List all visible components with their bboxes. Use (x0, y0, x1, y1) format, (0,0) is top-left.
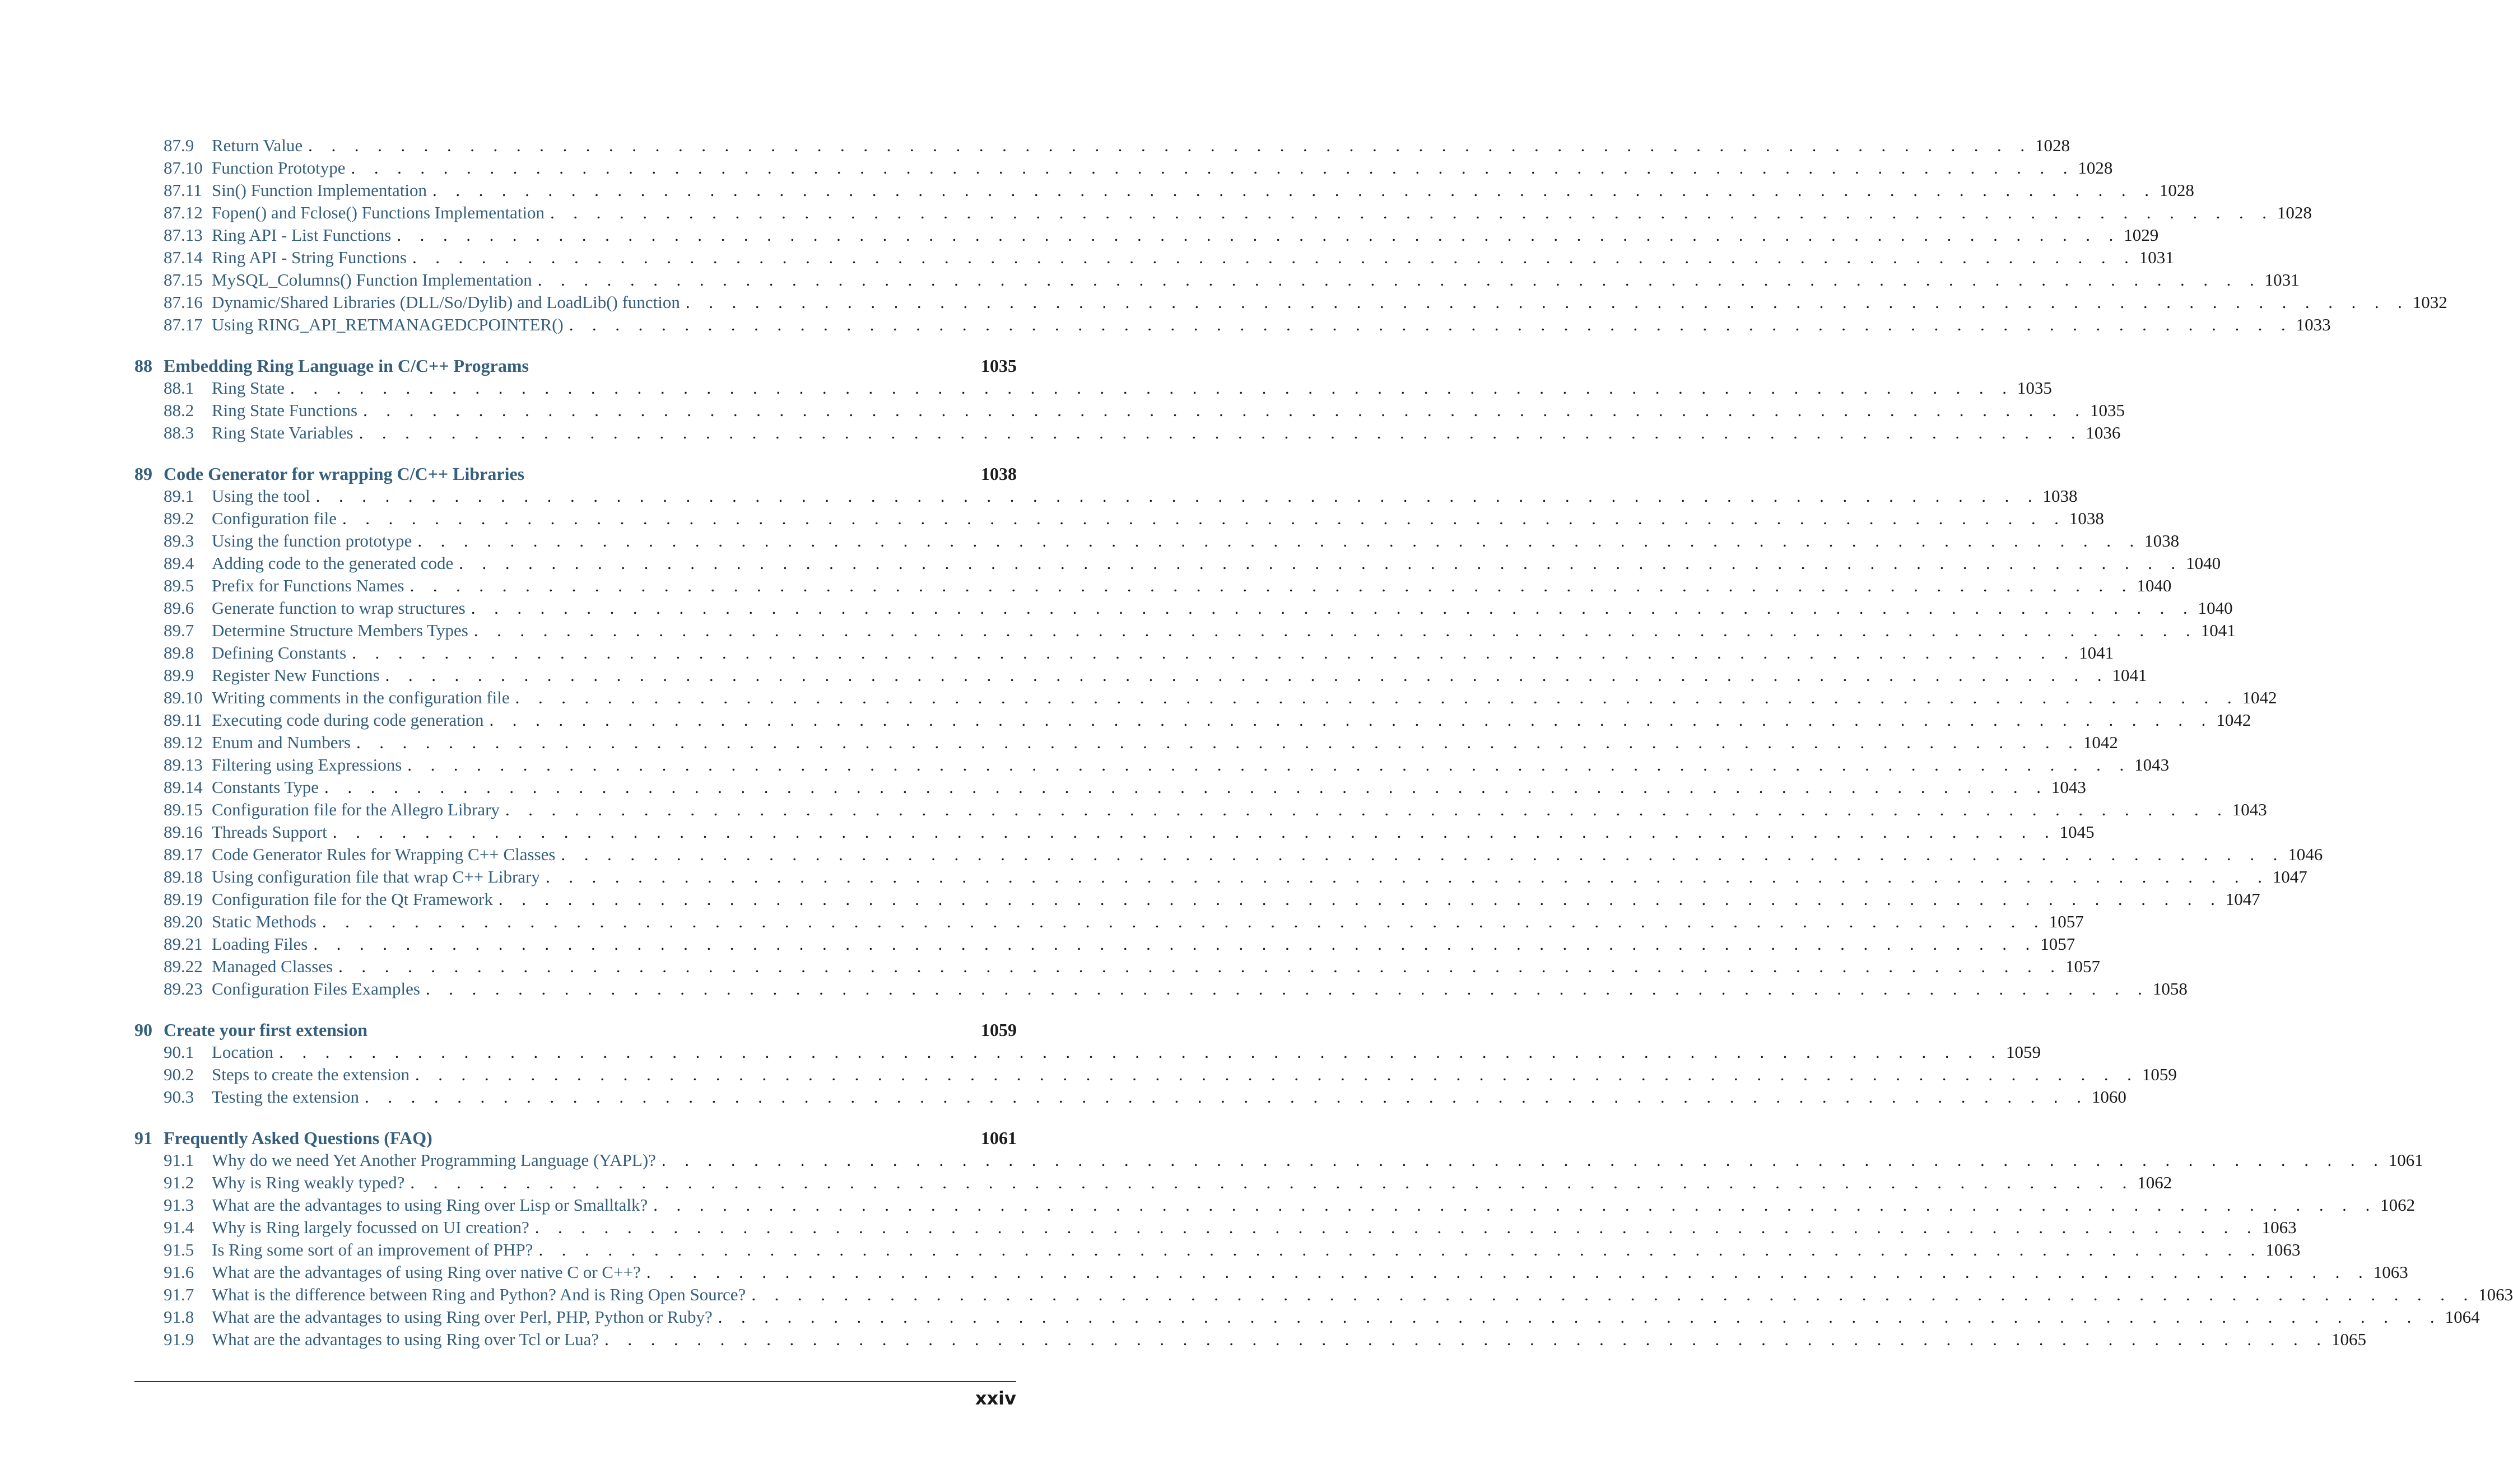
section-page-number: 1057 (2065, 956, 2100, 976)
section-page-number: 1043 (2232, 800, 2267, 819)
section-page-number: 1065 (2331, 1329, 2366, 1349)
section-title: Using the function prototype (212, 531, 412, 550)
section-title: Why do we need Yet Another Programming Language (YAPL)? (212, 1150, 656, 1170)
section-title: What are the advantages to using Ring over Tcl or Lua? (212, 1329, 599, 1349)
chapter-number: 91 (134, 1128, 152, 1148)
section-number: 89.7 (164, 620, 194, 640)
section-number: 89.19 (164, 889, 203, 909)
section-number: 89.12 (164, 732, 203, 752)
toc-section-link[interactable] (134, 1284, 2513, 1306)
section-number: 87.17 (164, 315, 203, 334)
section-number: 88.1 (164, 378, 194, 398)
toc-section-link[interactable] (134, 754, 2170, 776)
section-page-number: 1031 (2139, 248, 2174, 267)
chapter-title: Frequently Asked Questions (FAQ) (164, 1128, 432, 1148)
chapter-title: Embedding Ring Language in C/C++ Programs (164, 356, 529, 376)
section-number: 91.1 (164, 1150, 194, 1170)
dot-leader: . . . . . . . . . . . . . . . . . . . . . . . . . . . . . . . . . . . . . . . . . . . . . . . . . . . . . . . . . . . . . . . . . . . . . . . . . . . (324, 777, 2048, 797)
dot-leader: . . . . . . . . . . . . . . . . . . . . . . . . . . . . . . . . . . . . . . . . . . . . . . . . . . . . . . . . . . . . . . . . . . . . . . . . . . . (561, 844, 2285, 864)
dot-leader: . . . . . . . . . . . . . . . . . . . . . . . . . . . . . . . . . . . . . . . . . . . . . . . . . . . . . . . . . . . . . . . . . . . . . . . . . . . (425, 979, 2149, 998)
toc-section-link[interactable] (134, 1261, 2408, 1284)
toc-section-link[interactable] (134, 597, 2233, 619)
dot-leader: . . . . . . . . . . . . . . . . . . . . . . . . . . . . . . . . . . . . . . . . . . . . . . . . . . . . . . . . . . . . . . . . . . . . . . . . . . . (538, 1240, 2263, 1259)
section-page-number: 1033 (2296, 315, 2331, 334)
dot-leader: . . . . . . . . . . . . . . . . . . . . . . . . . . . . . . . . . . . . . . . . . . . . . . . . . . . . . . . . . . . . . . . . . . . . . . . . . . . (313, 934, 2037, 954)
toc-section-link[interactable] (134, 552, 2221, 575)
section-number: 89.20 (164, 912, 203, 931)
chapter-page-number: 1061 (981, 1128, 1017, 1148)
section-number: 87.11 (164, 180, 202, 200)
section-number: 91.6 (164, 1262, 194, 1282)
section-number: 87.9 (164, 136, 194, 155)
section-number: 89.23 (164, 979, 203, 998)
dot-leader: . . . . . . . . . . . . . . . . . . . . . . . . . . . . . . . . . . . . . . . . . . . . . . . . . . . . . . . . . . . . . . . . . . . . . . . . . . . (417, 531, 2142, 550)
section-number: 89.9 (164, 665, 194, 685)
dot-leader: . . . . . . . . . . . . . . . . . . . . . . . . . . . . . . . . . . . . . . . . . . . . . . . . . . . . . . . . . . . . . . . . . . . . . . . . . . . (315, 486, 2040, 506)
section-title: Ring API - String Functions (212, 248, 407, 267)
dot-leader: . . . . . . . . . . . . . . . . . . . . . . . . . . . . . . . . . . . . . . . . . . . . . . . . . . . . . . . . . . . . . . . . . . . . . . . . . . . (412, 248, 2136, 267)
section-title: Why is Ring weakly typed? (212, 1173, 405, 1192)
toc-section-link[interactable] (134, 246, 2174, 269)
chapter-page-number: 1059 (981, 1020, 1017, 1040)
section-title: Using configuration file that wrap C++ Library (212, 867, 540, 886)
section-page-number: 1063 (2261, 1217, 2297, 1237)
section-number: 89.18 (164, 867, 203, 886)
section-title: Ring API - List Functions (212, 225, 392, 245)
section-page-number: 1047 (2272, 867, 2307, 886)
toc-section-link[interactable] (134, 911, 2084, 933)
toc-section-link[interactable] (134, 888, 2260, 911)
section-number: 89.6 (164, 598, 194, 618)
section-page-number: 1041 (2079, 643, 2114, 662)
section-page-number: 1031 (2264, 270, 2300, 290)
section-page-number: 1064 (2445, 1307, 2480, 1327)
section-title: Ring State (212, 378, 285, 398)
section-number: 91.8 (164, 1307, 194, 1327)
section-number: 89.16 (164, 822, 203, 842)
section-title: Ring State Variables (212, 423, 353, 442)
section-page-number: 1047 (2225, 889, 2260, 909)
section-number: 89.1 (164, 486, 194, 506)
toc-section-link[interactable] (134, 866, 2307, 888)
dot-leader: . . . . . . . . . . . . . . . . . . . . . . . . . . . . . . . . . . . . . . . . . . . . . . . . . . . . . . . . . . . . . . . . . . . . . . . . . . . (489, 710, 2213, 730)
section-number: 89.3 (164, 531, 194, 550)
section-title: Register New Functions (212, 665, 380, 685)
dot-leader: . . . . . . . . . . . . . . . . . . . . . . . . . . . . . . . . . . . . . . . . . . . . . . . . . . . . . . . . . . . . . . . . . . . . . . . . . . . (685, 292, 2409, 312)
toc-section-link[interactable] (134, 619, 2236, 642)
section-page-number: 1057 (2040, 934, 2075, 954)
dot-leader: . . . . . . . . . . . . . . . . . . . . . . . . . . . . . . . . . . . . . . . . . . . . . . . . . . . . . . . . . . . . . . . . . . . . . . . . . . . (352, 643, 2076, 662)
toc-section-link[interactable] (134, 843, 2323, 866)
section-number: 90.2 (164, 1065, 194, 1084)
section-page-number: 1028 (2277, 203, 2312, 222)
dot-leader: . . . . . . . . . . . . . . . . . . . . . . . . . . . . . . . . . . . . . . . . . . . . . . . . . . . . . . . . . . . . . . . . . . . . . . . . . . . (415, 1065, 2139, 1084)
chapter-title: Code Generator for wrapping C/C++ Libraries (164, 464, 525, 484)
dot-leader: . . . . . . . . . . . . . . . . . . . . . . . . . . . . . . . . . . . . . . . . . . . . . . . . . . . . . . . . . . . . . . . . . . . . . . . . . . . (471, 598, 2195, 618)
dot-leader: . . . . . . . . . . . . . . . . . . . . . . . . . . . . . . . . . . . . . . . . . . . . . . . . . . . . . . . . . . . . . . . . . . . . . . . . . . . (718, 1307, 2442, 1327)
section-page-number: 1038 (2144, 531, 2180, 550)
section-page-number: 1042 (2242, 688, 2277, 707)
section-title: Steps to create the extension (212, 1065, 409, 1084)
section-title: Function Prototype (212, 158, 346, 178)
dot-leader: . . . . . . . . . . . . . . . . . . . . . . . . . . . . . . . . . . . . . . . . . . . . . . . . . . . . . . . . . . . . . . . . . . . . . . . . . . . (342, 508, 2066, 528)
section-number: 90.1 (164, 1042, 194, 1062)
section-page-number: 1043 (2134, 755, 2170, 774)
toc-section-link[interactable] (134, 377, 2052, 399)
toc-section-link[interactable] (134, 1239, 2301, 1261)
section-title: Ring State Functions (212, 400, 358, 420)
section-page-number: 1028 (2078, 158, 2113, 178)
section-title: Executing code during code generation (212, 710, 484, 730)
chapter-heading-link[interactable] (134, 1019, 1025, 1041)
dot-leader: . . . . . . . . . . . . . . . . . . . . . . . . . . . . . . . . . . . . . . . . . . . . . . . . . . . . . . . . . . . . . . . . . . . . . . . . . . . (279, 1042, 2003, 1062)
section-title: Why is Ring largely focussed on UI creation? (212, 1217, 529, 1237)
dot-leader: . . . . . . . . . . . . . . . . . . . . . . . . . . . . . . . . . . . . . . . . . . . . . . . . . . . . . . . . . . . . . . . . . . . . . . . . . . . (432, 180, 2156, 200)
section-number: 89.15 (164, 800, 203, 819)
section-page-number: 1035 (2017, 378, 2052, 398)
dot-leader: . . . . . . . . . . . . . . . . . . . . . . . . . . . . . . . . . . . . . . . . . . . . . . . . . . . . . . . . . . . . . . . . . . . . . . . . . . . (569, 315, 2293, 334)
section-page-number: 1061 (2388, 1150, 2423, 1170)
section-page-number: 1062 (2137, 1173, 2172, 1192)
toc-section-link[interactable] (134, 530, 2180, 552)
dot-leader: . . . . . . . . . . . . . . . . . . . . . . . . . . . . . . . . . . . . . . . . . . . . . . . . . . . . . . . . . . . . . . . . . . . . . . . . . . . (385, 665, 2109, 685)
toc-section-link[interactable] (134, 422, 2121, 444)
section-page-number: 1028 (2159, 180, 2194, 200)
section-title: Managed Classes (212, 956, 333, 976)
toc-section-link[interactable] (134, 1216, 2297, 1239)
section-number: 91.4 (164, 1217, 194, 1237)
section-number: 89.14 (164, 777, 203, 797)
dot-leader: . . . . . . . . . . . . . . . . . . . . . . . . . . . . . . . . . . . . . . . . . . . . . . . . . . . . . . . . . . . . . . . . . . . . . . . . . . . (534, 1217, 2259, 1237)
section-page-number: 1045 (2059, 822, 2095, 842)
section-title: Dynamic/Shared Libraries (DLL/So/Dylib) and LoadLib() function (212, 292, 680, 312)
section-page-number: 1032 (2412, 292, 2447, 312)
dot-leader: . . . . . . . . . . . . . . . . . . . . . . . . . . . . . . . . . . . . . . . . . . . . . . . . . . . . . . . . . . . . . . . . . . . . . . . . . . . (332, 822, 2056, 842)
section-number: 89.13 (164, 755, 203, 774)
dot-leader: . . . . . . . . . . . . . . . . . . . . . . . . . . . . . . . . . . . . . . . . . . . . . . . . . . . . . . . . . . . . . . . . . . . . . . . . . . . (363, 400, 2087, 420)
chapter-number: 88 (134, 356, 152, 376)
section-page-number: 1043 (2051, 777, 2086, 797)
section-number: 90.3 (164, 1087, 194, 1107)
dot-leader: . . . . . . . . . . . . . . . . . . . . . . . . . . . . . . . . . . . . . . . . . . . . . . . . . . . . . . . . . . . . . . . . . . . . . . . . . . . (356, 732, 2080, 752)
section-title: Static Methods (212, 912, 317, 931)
section-title: Sin() Function Implementation (212, 180, 427, 200)
chapter-title: Create your first extension (164, 1020, 368, 1040)
dot-leader: . . . . . . . . . . . . . . . . . . . . . . . . . . . . . . . . . . . . . . . . . . . . . . . . . . . . . . . . . . . . . . . . . . . . . . . . . . . (322, 912, 2046, 931)
dot-leader: . . . . . . . . . . . . . . . . . . . . . . . . . . . . . . . . . . . . . . . . . . . . . . . . . . . . . . . . . . . . . . . . . . . . . . . . . . . (459, 553, 2183, 573)
section-page-number: 1035 (2089, 400, 2125, 420)
chapter-page-number: 1035 (981, 356, 1017, 376)
dot-leader: . . . . . . . . . . . . . . . . . . . . . . . . . . . . . . . . . . . . . . . . . . . . . . . . . . . . . . . . . . . . . . . . . . . . . . . . . . . (351, 158, 2075, 178)
section-title: Configuration Files Examples (212, 979, 420, 998)
section-title: Writing comments in the configuration file (212, 688, 510, 707)
dot-leader: . . . . . . . . . . . . . . . . . . . . . . . . . . . . . . . . . . . . . . . . . . . . . . . . . . . . . . . . . . . . . . . . . . . . . . . . . . . (407, 755, 2132, 774)
section-page-number: 1040 (2198, 598, 2233, 618)
dot-leader: . . . . . . . . . . . . . . . . . . . . . . . . . . . . . . . . . . . . . . . . . . . . . . . . . . . . . . . . . . . . . . . . . . . . . . . . . . . (751, 1285, 2475, 1304)
toc-section-link[interactable] (134, 224, 2159, 246)
section-page-number: 1038 (2042, 486, 2078, 506)
section-number: 91.9 (164, 1329, 194, 1349)
toc-section-link[interactable] (134, 709, 2251, 731)
toc-section-link[interactable] (134, 157, 2113, 179)
toc-section-link[interactable] (134, 485, 2078, 507)
section-page-number: 1059 (2006, 1042, 2041, 1062)
dot-leader: . . . . . . . . . . . . . . . . . . . . . . . . . . . . . . . . . . . . . . . . . . . . . . . . . . . . . . . . . . . . . . . . . . . . . . . . . . . (537, 270, 2261, 290)
section-number: 89.17 (164, 844, 203, 864)
section-title: Location (212, 1042, 274, 1062)
section-number: 91.5 (164, 1240, 194, 1259)
toc-section-link[interactable] (134, 799, 2267, 821)
section-title: Fopen() and Fclose() Functions Implementation (212, 203, 545, 222)
section-number: 87.12 (164, 203, 203, 222)
section-page-number: 1063 (2265, 1240, 2301, 1259)
section-number: 89.21 (164, 934, 203, 954)
section-number: 89.11 (164, 710, 202, 730)
section-page-number: 1041 (2200, 620, 2236, 640)
section-number: 89.2 (164, 508, 194, 528)
section-title: Code Generator Rules for Wrapping C++ Classes (212, 844, 556, 864)
section-title: Is Ring some sort of an improvement of PHP? (212, 1240, 533, 1259)
section-title: Prefix for Functions Names (212, 576, 404, 595)
footer-divider (134, 1381, 1016, 1382)
section-page-number: 1042 (2083, 732, 2118, 752)
section-title: Configuration file for the Qt Framework (212, 889, 493, 909)
section-page-number: 1038 (2069, 508, 2104, 528)
section-title: Configuration file for the Allegro Library (212, 800, 500, 819)
section-title: Constants Type (212, 777, 319, 797)
section-number: 87.14 (164, 248, 203, 267)
dot-leader: . . . . . . . . . . . . . . . . . . . . . . . . . . . . . . . . . . . . . . . . . . . . . . . . . . . . . . . . . . . . . . . . . . . . . . . . . . . (338, 956, 2062, 976)
section-number: 91.3 (164, 1195, 194, 1215)
section-number: 89.5 (164, 576, 194, 595)
toc-section-link[interactable] (134, 731, 2118, 754)
section-page-number: 1029 (2124, 225, 2159, 245)
dot-leader: . . . . . . . . . . . . . . . . . . . . . . . . . . . . . . . . . . . . . . . . . . . . . . . . . . . . . . . . . . . . . . . . . . . . . . . . . . . (409, 576, 2134, 595)
section-title: Enum and Numbers (212, 732, 351, 752)
section-number: 87.13 (164, 225, 203, 245)
toc-section-link[interactable] (134, 269, 2300, 291)
toc-section-link[interactable] (134, 1149, 2423, 1172)
dot-leader: . . . . . . . . . . . . . . . . . . . . . . . . . . . . . . . . . . . . . . . . . . . . . . . . . . . . . . . . . . . . . . . . . . . . . . . . . . . (365, 1087, 2088, 1107)
dot-leader: . . . . . . . . . . . . . . . . . . . . . . . . . . . . . . . . . . . . . . . . . . . . . . . . . . . . . . . . . . . . . . . . . . . . . . . . . . . (359, 423, 2083, 442)
section-page-number: 1041 (2112, 665, 2147, 685)
section-number: 87.16 (164, 292, 203, 312)
dot-leader: . . . . . . . . . . . . . . . . . . . . . . . . . . . . . . . . . . . . . . . . . . . . . . . . . . . . . . . . . . . . . . . . . . . . . . . . . . . (308, 136, 2032, 155)
section-title: Filtering using Expressions (212, 755, 402, 774)
dot-leader: . . . . . . . . . . . . . . . . . . . . . . . . . . . . . . . . . . . . . . . . . . . . . . . . . . . . . . . . . . . . . . . . . . . . . . . . . . . (653, 1195, 2377, 1215)
toc-section-link[interactable] (134, 202, 2312, 224)
toc-section-link[interactable] (134, 776, 2086, 799)
dot-leader: . . . . . . . . . . . . . . . . . . . . . . . . . . . . . . . . . . . . . . . . . . . . . . . . . . . . . . . . . . . . . . . . . . . . . . . . . . . (505, 800, 2229, 819)
section-title: Loading Files (212, 934, 308, 954)
dot-leader: . . . . . . . . . . . . . . . . . . . . . . . . . . . . . . . . . . . . . . . . . . . . . . . . . . . . . . . . . . . . . . . . . . . . . . . . . . . (550, 203, 2274, 222)
dot-leader: . . . . . . . . . . . . . . . . . . . . . . . . . . . . . . . . . . . . . . . . . . . . . . . . . . . . . . . . . . . . . . . . . . . . . . . . . . . (473, 620, 2198, 640)
chapter-heading-link[interactable] (134, 463, 1025, 485)
toc-section-link[interactable] (134, 1063, 2177, 1086)
dot-leader: . . . . . . . . . . . . . . . . . . . . . . . . . . . . . . . . . . . . . . . . . . . . . . . . . . . . . . . . . . . . . . . . . . . . . . . . . . . (410, 1173, 2134, 1192)
section-number: 89.8 (164, 643, 194, 662)
chapter-number: 89 (134, 464, 152, 484)
section-number: 89.4 (164, 553, 194, 573)
section-title: What is the difference between Ring and Python? And is Ring Open Source? (212, 1285, 746, 1304)
section-title: Configuration file (212, 508, 337, 528)
toc-section-link[interactable] (134, 664, 2147, 687)
table-of-contents (134, 134, 2513, 1351)
section-title: Using the tool (212, 486, 310, 506)
toc-section-link[interactable] (134, 687, 2277, 709)
toc-section-link[interactable] (134, 314, 2331, 336)
toc-section-link[interactable] (134, 179, 2194, 202)
toc-section-link[interactable] (134, 134, 2070, 157)
section-title: Determine Structure Members Types (212, 620, 468, 640)
toc-section-link[interactable] (134, 978, 2188, 1000)
section-page-number: 1040 (2137, 576, 2172, 595)
toc-section-link[interactable] (134, 1306, 2480, 1328)
section-title: What are the advantages to using Ring over Lisp or Smalltalk? (212, 1195, 648, 1215)
section-number: 89.10 (164, 688, 203, 707)
section-title: What are the advantages of using Ring over native C or C++? (212, 1262, 641, 1282)
section-title: Using RING_API_RETMANAGEDCPOINTER() (212, 315, 564, 334)
section-title: Threads Support (212, 822, 327, 842)
section-title: Generate function to wrap structures (212, 598, 466, 618)
dot-leader: . . . . . . . . . . . . . . . . . . . . . . . . . . . . . . . . . . . . . . . . . . . . . . . . . . . . . . . . . . . . . . . . . . . . . . . . . . . (661, 1150, 2385, 1170)
section-page-number: 1063 (2478, 1285, 2513, 1304)
toc-section-link[interactable] (134, 1194, 2416, 1216)
section-page-number: 1059 (2142, 1065, 2177, 1084)
chapter-heading-link[interactable] (134, 354, 1025, 377)
toc-section-link[interactable] (134, 399, 2125, 422)
dot-leader: . . . . . . . . . . . . . . . . . . . . . . . . . . . . . . . . . . . . . . . . . . . . . . . . . . . . . . . . . . . . . . . . . . . . . . . . . . . (646, 1262, 2370, 1282)
chapter-number: 90 (134, 1020, 152, 1040)
section-number: 91.7 (164, 1285, 194, 1304)
section-page-number: 1046 (2288, 844, 2323, 864)
toc-section-link[interactable] (134, 507, 2104, 530)
dot-leader: . . . . . . . . . . . . . . . . . . . . . . . . . . . . . . . . . . . . . . . . . . . . . . . . . . . . . . . . . . . . . . . . . . . . . . . . . . . (545, 867, 2269, 886)
chapter-heading-link[interactable] (134, 1127, 1025, 1149)
page-number: xxiv (975, 1388, 1016, 1409)
section-title: Defining Constants (212, 643, 347, 662)
section-number: 87.10 (164, 158, 203, 178)
section-page-number: 1062 (2380, 1195, 2416, 1215)
toc-section-link[interactable] (134, 933, 2075, 955)
dot-leader: . . . . . . . . . . . . . . . . . . . . . . . . . . . . . . . . . . . . . . . . . . . . . . . . . . . . . . . . . . . . . . . . . . . . . . . . . . . (397, 225, 2121, 245)
section-number: 91.2 (164, 1173, 194, 1192)
section-title: What are the advantages to using Ring over Perl, PHP, Python or Ruby? (212, 1307, 713, 1327)
section-page-number: 1058 (2152, 979, 2188, 998)
section-page-number: 1036 (2086, 423, 2121, 442)
section-page-number: 1060 (2091, 1087, 2126, 1107)
toc-section-link[interactable] (134, 1172, 2172, 1194)
section-page-number: 1028 (2035, 136, 2070, 155)
toc-section-link[interactable] (134, 642, 2114, 664)
toc-section-link[interactable] (134, 1041, 2041, 1063)
dot-leader: . . . . . . . . . . . . . . . . . . . . . . . . . . . . . . . . . . . . . . . . . . . . . . . . . . . . . . . . . . . . . . . . . . . . . . . . . . . (604, 1329, 2328, 1349)
chapter-page-number: 1038 (981, 464, 1017, 484)
section-title: MySQL_Columns() Function Implementation (212, 270, 532, 290)
dot-leader: . . . . . . . . . . . . . . . . . . . . . . . . . . . . . . . . . . . . . . . . . . . . . . . . . . . . . . . . . . . . . . . . . . . . . . . . . . . (290, 378, 2014, 398)
section-page-number: 1042 (2216, 710, 2251, 730)
section-title: Return Value (212, 136, 303, 155)
section-page-number: 1057 (2049, 912, 2084, 931)
section-number: 88.3 (164, 423, 194, 442)
toc-section-link[interactable] (134, 291, 2447, 314)
section-number: 87.15 (164, 270, 203, 290)
dot-leader: . . . . . . . . . . . . . . . . . . . . . . . . . . . . . . . . . . . . . . . . . . . . . . . . . . . . . . . . . . . . . . . . . . . . . . . . . . . (515, 688, 2239, 707)
toc-section-link[interactable] (134, 1086, 2126, 1108)
dot-leader: . . . . . . . . . . . . . . . . . . . . . . . . . . . . . . . . . . . . . . . . . . . . . . . . . . . . . . . . . . . . . . . . . . . . . . . . . . . (498, 889, 2222, 909)
toc-section-link[interactable] (134, 1328, 2366, 1351)
section-title: Testing the extension (212, 1087, 360, 1107)
section-number: 88.2 (164, 400, 194, 420)
toc-section-link[interactable] (134, 955, 2100, 978)
section-page-number: 1040 (2186, 553, 2221, 573)
section-title: Adding code to the generated code (212, 553, 454, 573)
section-number: 89.22 (164, 956, 203, 976)
section-page-number: 1063 (2373, 1262, 2408, 1282)
toc-section-link[interactable] (134, 575, 2172, 597)
toc-section-link[interactable] (134, 821, 2095, 843)
